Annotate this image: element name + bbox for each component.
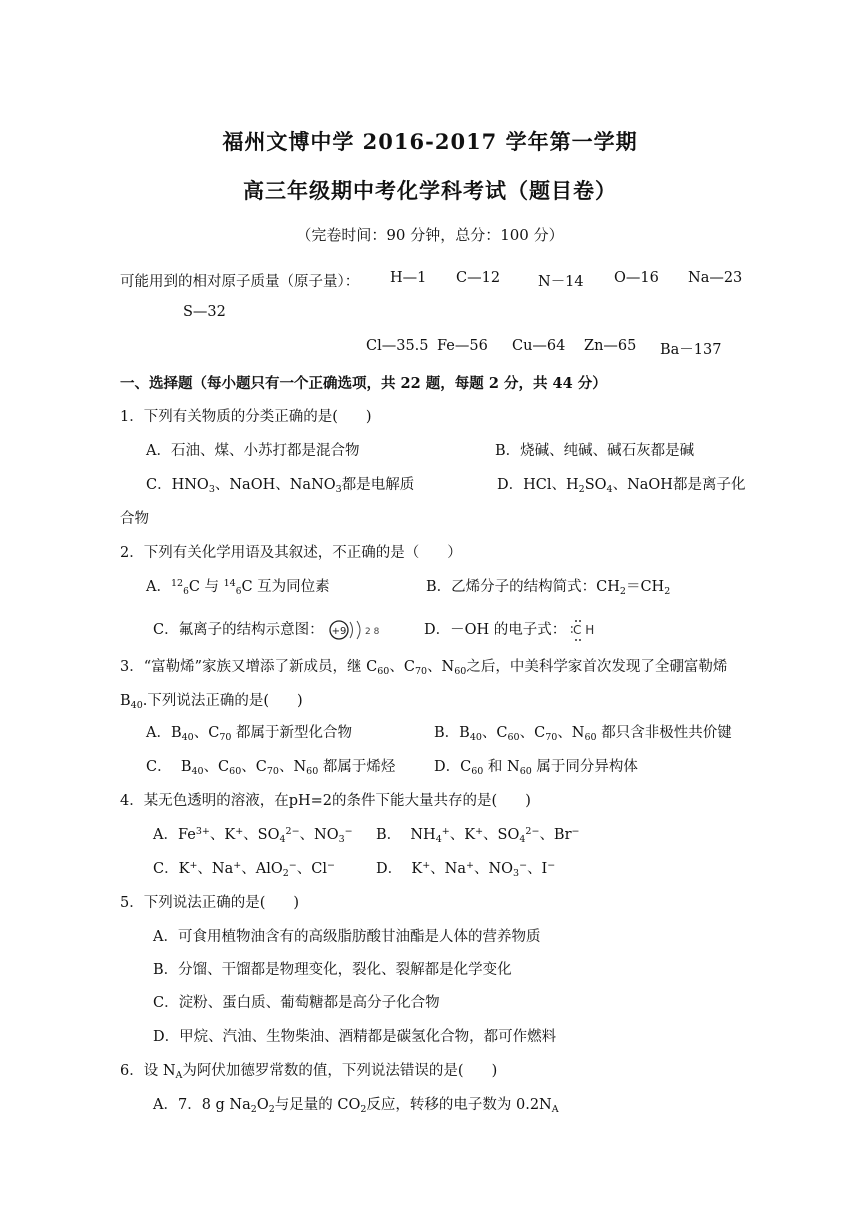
mass-cu: Cu—64	[512, 338, 566, 354]
q3-stem-line1: 3．“富勒烯”家族又增添了新成员，继 $C_{60}$、$C_{70}$、$N_{60}$之后，中美科学家首次发现了全硼富勒烯	[120, 659, 728, 677]
q2-option-d: D．－OH 的电子式： C H	[424, 618, 601, 642]
mass-c: C—12	[456, 270, 501, 286]
svg-text:+9: +9	[331, 626, 347, 637]
q1-option-c: C．$HNO_3$、NaOH、NaNO$_3$都是电解质	[146, 477, 415, 495]
mass-n: N－14	[538, 274, 584, 290]
q2-option-b: B．乙烯分子的结构简式：$CH_2=CH_2$	[426, 579, 671, 597]
q5-option-c: C．淀粉、蛋白质、葡萄糖都是高分子化合物	[153, 995, 440, 1011]
q6-stem: 6．设 $N_A$为阿伏加德罗常数的值，下列说法错误的是( )	[120, 1063, 498, 1081]
q4-option-d: D． K+、Na+、$NO_3^-$、I−	[376, 860, 556, 879]
exam-subtitle: 高三年级期中考化学科考试（题目卷）	[243, 178, 617, 203]
exam-time-info: （完卷时间：90 分钟，总分：100 分）	[296, 226, 564, 244]
section-heading: 一、选择题（每小题只有一个正确选项，共 22 题，每题 2 分，共 44 分）	[120, 375, 607, 392]
q1-option-d: D．HCl、$H_2SO_4$、NaOH都是离子化	[497, 477, 746, 495]
q5-option-d: D．甲烷、汽油、生物柴油、酒精都是碳氢化合物，都可作燃料	[153, 1029, 557, 1045]
q6-option-a: A．7．8 g $Na_2O_2$与足量的 $CO_2$反应，转移的电子数为 $0.2N_A$	[153, 1097, 559, 1115]
q1-option-a: A．石油、煤、小苏打都是混合物	[146, 443, 360, 459]
q5-option-b: B．分馏、干馏都是物理变化，裂化、裂解都是化学变化	[153, 962, 512, 978]
atomic-mass-label: 可能用到的相对原子质量（原子量）：	[120, 274, 360, 290]
mass-fe: Fe—56	[437, 338, 488, 354]
q4-option-a: A．$Fe^{3+}$、K+、$SO_4^{2-}$、$NO_3^-$	[153, 826, 353, 845]
q1-option-b: B．烧碱、纯碱、碱石灰都是碱	[495, 443, 695, 459]
mass-h: H—1	[390, 270, 427, 286]
q3-stem-line2: $B_{40}$.下列说法正确的是( )	[120, 693, 303, 711]
q5-stem: 5．下列说法正确的是( )	[120, 895, 300, 911]
fluoride-ion-diagram	[328, 618, 380, 642]
q4-option-c: C．K+、Na+、AlO$_2$−、Cl−	[153, 860, 335, 879]
q4-option-b: B． $NH_4^+$、K+、$SO_4^{2-}$、Br−	[376, 826, 580, 845]
q2-stem: 2．下列有关化学用语及其叙述，不正确的是（ ）	[120, 545, 462, 561]
q1-stem: 1．下列有关物质的分类正确的是( )	[120, 409, 372, 425]
svg-text:2 8: 2 8	[365, 627, 380, 637]
mass-cl: Cl—35.5	[366, 338, 429, 354]
q2-option-c: C．氟离子的结构示意图： +9 2 8	[153, 618, 376, 642]
q3-option-a: A．$B_{40}$、$C_{70}$ 都属于新型化合物	[146, 725, 353, 743]
q2-option-a: A．$^{12}_6$C 与 $^{14}_6$C 互为同位素	[146, 578, 330, 597]
q4-stem: 4．某无色透明的溶液，在pH=2的条件下能大量共存的是( )	[120, 793, 531, 809]
svg-text:C H: C H	[572, 623, 595, 637]
mass-o: O—16	[614, 270, 659, 286]
q3-option-d: D．$C_{60}$ 和 $N_{60}$ 属于同分异构体	[434, 759, 638, 777]
mass-zn: Zn—65	[584, 338, 637, 354]
mass-ba: Ba－137	[660, 342, 722, 358]
hydroxyl-electron-dot-diagram	[571, 618, 601, 642]
q1-option-d-continued: 合物	[120, 511, 149, 527]
q3-option-b: B．$B_{40}$、$C_{60}$、$C_{70}$、$N_{60}$ 都只含非极性共价键	[434, 725, 732, 743]
mass-s: S—32	[183, 304, 226, 320]
q5-option-a: A．可食用植物油含有的高级脂肪酸甘油酯是人体的营养物质	[153, 929, 541, 945]
mass-na: Na—23	[688, 270, 743, 286]
exam-title: 福州文博中学 2016-2017 学年第一学期	[222, 129, 638, 154]
q3-option-c: C． $B_{40}$、$C_{60}$、$C_{70}$、$N_{60}$ 都属于烯烃	[146, 759, 396, 777]
